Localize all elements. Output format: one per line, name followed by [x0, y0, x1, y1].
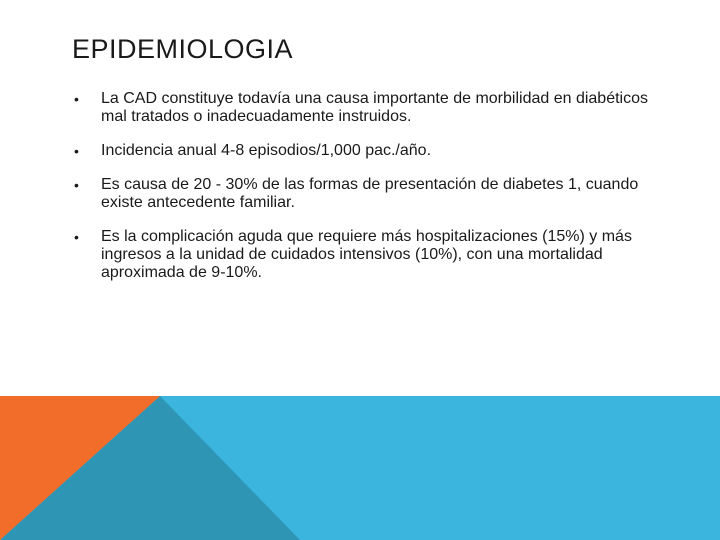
bullet-glyph: • — [74, 177, 79, 193]
bullet-item-2 — [72, 142, 652, 160]
slide-title: EPIDEMIOLOGIA — [72, 34, 294, 64]
bullet-list — [72, 90, 652, 298]
bullet-glyph: • — [74, 143, 79, 159]
bullet-item-1 — [72, 90, 652, 126]
bullet-item-4 — [72, 228, 652, 282]
bullet-glyph: • — [74, 229, 79, 245]
bullet-item-3 — [72, 176, 652, 212]
bullet-text: La CAD constituye todavía una causa importante de morbilidad en diabéticos mal tratados o inadecuadamente instruidos. — [101, 90, 648, 125]
decorative-footer-shapes — [0, 396, 720, 540]
bullet-text: Es la complicación aguda que requiere más hospitalizaciones (15%) y más ingresos a la unidad de cuidados intensivos (10%), con una mortalidad aproximada de 9-10%. — [101, 228, 632, 281]
bullet-text: Incidencia anual 4-8 episodios/1,000 pac./año. — [101, 142, 432, 159]
bullet-text: Es causa de 20 - 30% de las formas de presentación de diabetes 1, cuando existe antecedente familiar. — [101, 176, 639, 211]
bullet-glyph: • — [74, 91, 79, 107]
